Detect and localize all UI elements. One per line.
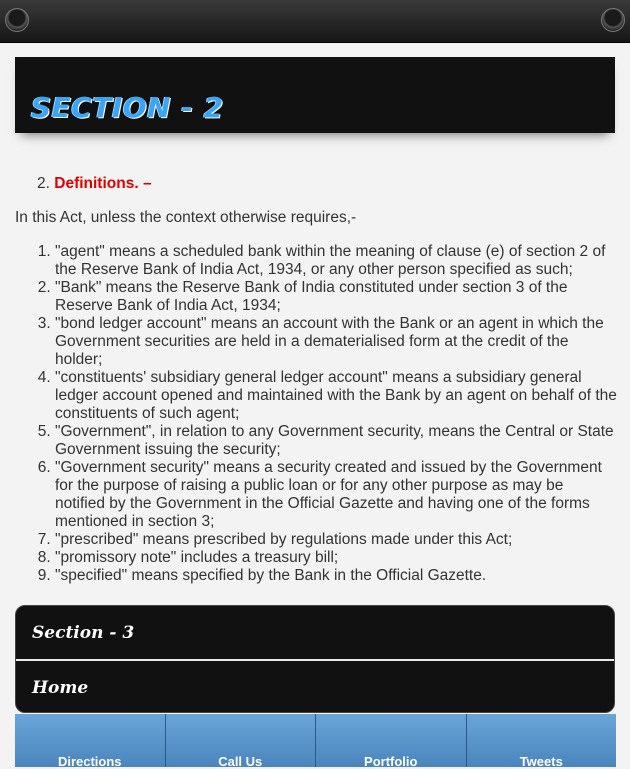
list-item: 1. "agent" means a scheduled bank within the meaning of clause (e) of section 2 of the Reserve Bank of India Act, 1934, or any other person specified as such;	[55, 243, 617, 279]
directions-button[interactable]	[15, 714, 166, 767]
navigation-menu	[15, 605, 615, 713]
top-toolbar	[0, 0, 630, 43]
menu-item-label: Home	[32, 678, 89, 698]
list-item: 2. "Bank" means the Reserve Bank of India constituted under section 3 of the Reserve Bank of India Act, 1934;	[55, 279, 617, 315]
footer-navbar	[15, 714, 616, 767]
footer-button-label: Call Us	[218, 754, 263, 769]
footer-button-label: Portfolio	[364, 754, 418, 769]
left-round-button-icon[interactable]	[5, 8, 29, 32]
list-item: 9. "specified" means specified by the Bank in the Official Gazette.	[55, 567, 617, 585]
list-item: 4. "constituents' subsidiary general ledger account" means a subsidiary general ledger account opened and maintained with the Bank by an agent on behalf of the constituents of such agent;	[55, 369, 617, 423]
list-item: 3. "bond ledger account" means an account with the Bank or an agent in which the Government securities are held in a dematerialised form at the credit of the holder;	[55, 315, 617, 369]
list-item: 7. "prescribed" means prescribed by regulations made under this Act;	[55, 531, 617, 549]
right-round-button-icon[interactable]	[601, 8, 625, 32]
heading-text: Definitions. –	[54, 175, 152, 192]
section-title-banner	[15, 57, 615, 133]
list-item: 8. "promissory note" includes a treasury bill;	[55, 549, 617, 567]
definitions-list	[15, 243, 617, 585]
call-us-button[interactable]	[166, 714, 317, 767]
intro-text: In this Act, unless the context otherwise requires,-	[15, 209, 357, 226]
list-item: 5. "Government", in relation to any Government security, means the Central or State Government issuing the security;	[55, 423, 617, 459]
footer-button-label: Directions	[57, 754, 122, 769]
heading-number: 2.	[37, 175, 50, 192]
menu-item-home[interactable]	[16, 661, 614, 713]
portfolio-button[interactable]	[316, 714, 467, 767]
menu-item-label: Section - 3	[32, 623, 135, 643]
menu-item-section-3[interactable]	[16, 606, 614, 659]
page-title: SECTION - 2	[31, 91, 224, 124]
list-item: 6. "Government security" means a security created and issued by the Government for the purpose of raising a public loan or for any other purpose as may be notified by the Government in the Official Gazette and having one of the forms mentioned in section 3;	[55, 459, 617, 531]
section-content	[15, 175, 617, 585]
footer-button-label: Tweets	[519, 754, 563, 769]
definitions-heading	[15, 175, 617, 193]
tweets-button[interactable]	[467, 714, 617, 767]
